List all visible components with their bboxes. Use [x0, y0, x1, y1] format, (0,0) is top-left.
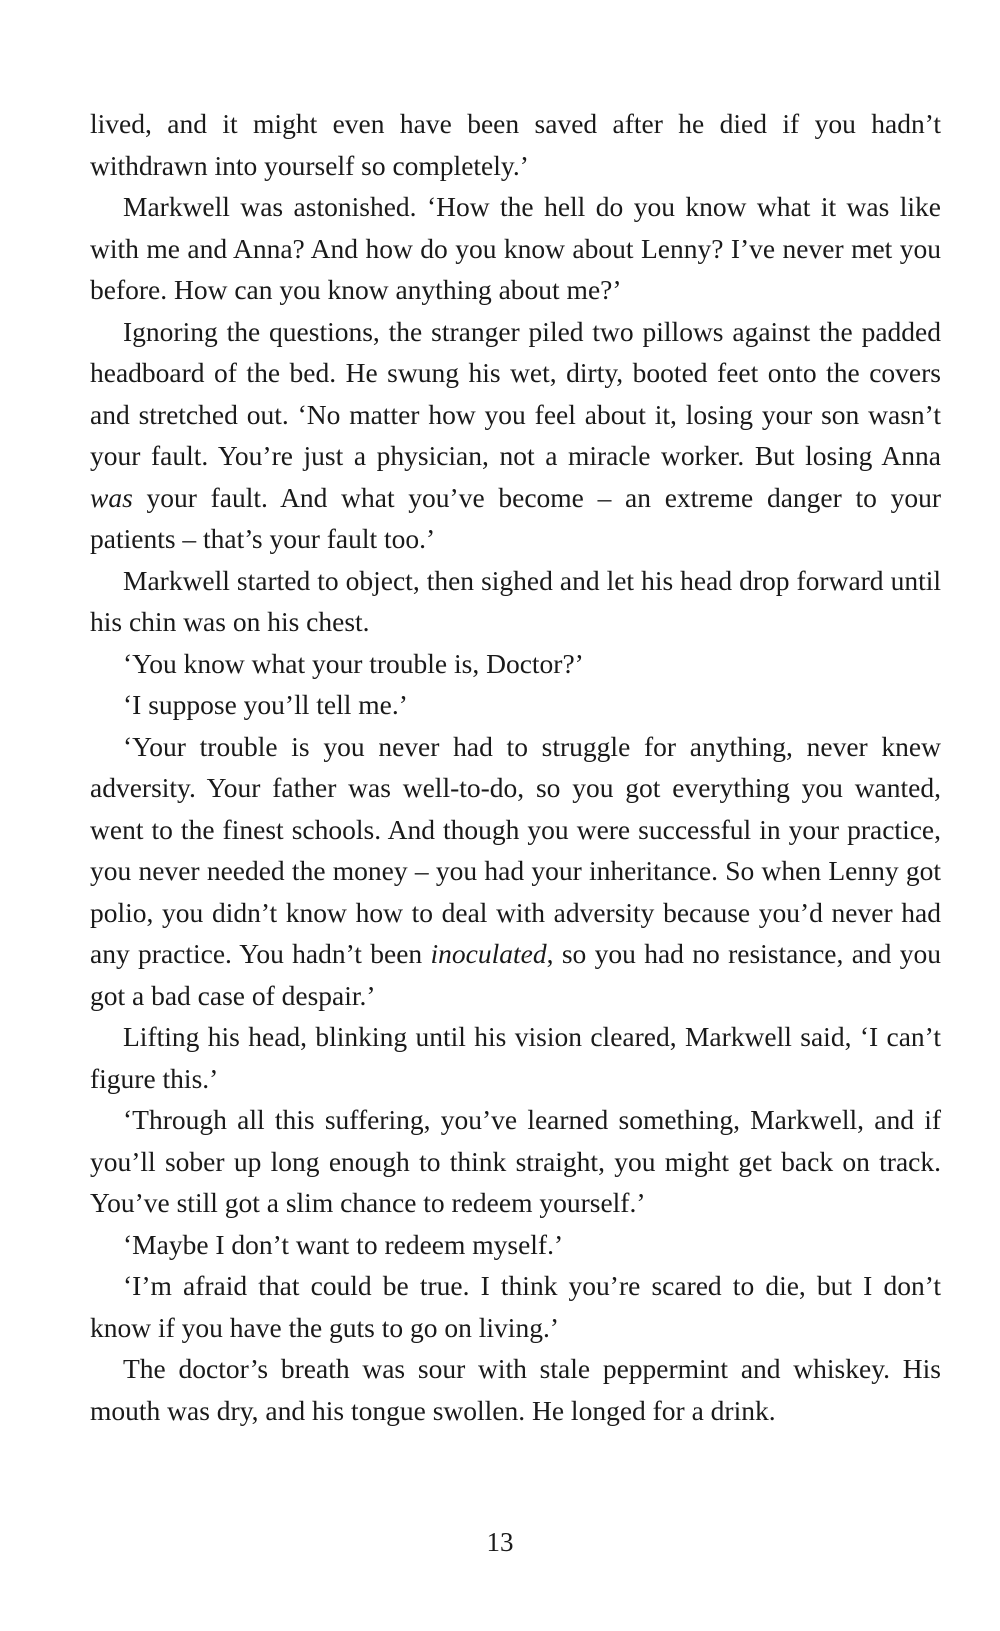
- text-run: Markwell started to object, then sighed and let his head drop forward until his chin was on his chest.: [90, 564, 941, 637]
- body-text: [90, 103, 941, 1431]
- paragraph: [90, 1265, 941, 1348]
- text-run: Ignoring the questions, the stranger piled two pillows against the padded headboard of the bed. He swung his wet, dirty, booted feet onto the covers and stretched out. ‘No matter how you feel about it, losing your son wasn’t your fault. You’re just a physician, not a miracle worker. But losing Anna: [90, 315, 941, 471]
- text-run: The doctor’s breath was sour with stale peppermint and whiskey. His mouth was dry, and his tongue swollen. He longed for a drink.: [90, 1353, 941, 1426]
- paragraph: [90, 186, 941, 311]
- paragraph: [90, 311, 941, 560]
- paragraph: [90, 1016, 941, 1099]
- italic-text: inoculated: [430, 938, 547, 969]
- text-run: ‘Through all this suffering, you’ve learned something, Markwell, and if you’ll sober up long enough to think straight, you might get back on track. You’ve still got a slim chance to redeem yourself.’: [90, 1104, 941, 1218]
- text-run: ‘Your trouble is you never had to struggle for anything, never knew adversity. Your father was well-to-do, so you got everything you wanted, went to the finest schools. And though you were successful in your practice, you never needed the money – you had your inheritance. So when Lenny got polio, you didn’t know how to deal with adversity because you’d never had any practice. You hadn’t been: [90, 730, 941, 969]
- text-run: lived, and it might even have been saved after he died if you hadn’t withdrawn into yourself so completely.’: [90, 108, 941, 181]
- text-run: ‘I suppose you’ll tell me.’: [123, 689, 408, 720]
- paragraph: [90, 560, 941, 643]
- paragraph: [90, 1348, 941, 1431]
- text-run: your fault. And what you’ve become – an extreme danger to your patients – that’s your fault too.’: [90, 481, 941, 554]
- paragraph: [90, 103, 941, 186]
- text-run: ‘I’m afraid that could be true. I think you’re scared to die, but I don’t know if you have the guts to go on living.’: [90, 1270, 941, 1343]
- paragraph: [90, 726, 941, 1017]
- italic-text: was: [90, 481, 133, 513]
- paragraph: [90, 684, 941, 726]
- text-run: ‘You know what your trouble is, Doctor?’: [123, 647, 584, 679]
- text-run: Lifting his head, blinking until his vision cleared, Markwell said, ‘I can’t figure this.’: [90, 1021, 941, 1094]
- paragraph: [90, 643, 941, 685]
- text-run: ‘Maybe I don’t want to redeem myself.’: [123, 1228, 564, 1260]
- paragraph: [90, 1099, 941, 1224]
- text-run: , so you had no resistance, and you got a bad case of despair.’: [90, 938, 941, 1011]
- page-number: 13: [486, 1527, 514, 1557]
- paragraph: [90, 1224, 941, 1266]
- text-run: Markwell was astonished. ‘How the hell do you know what it was like with me and Anna? And how do you know about Lenny? I’ve never met you before. How can you know anything about me?’: [90, 191, 941, 305]
